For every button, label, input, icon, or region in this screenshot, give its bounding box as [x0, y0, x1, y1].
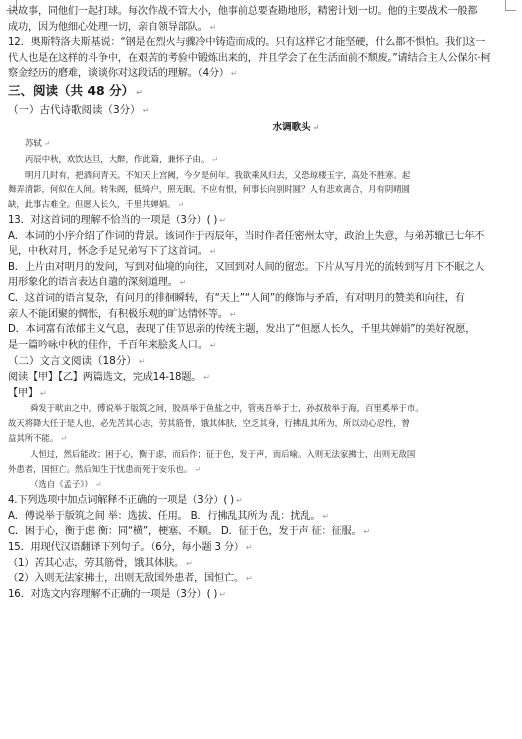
document-page — [8, 4, 514, 602]
option-b: B．上片由对明月的发问，写到对仙境的向往，又回到对人间的留恋。下片从写月光的流转到写月下不眠之人 — [8, 261, 485, 273]
paragraph-mark-icon: ↵ — [245, 543, 253, 553]
option-c: C．这首词的语言复杂，有问月的徘徊瞬转，有“天上”“人间”的修饰与矛盾，有对明月的赞美和向往，有 — [8, 292, 465, 304]
paragraph-mark-icon: ↵ — [229, 309, 237, 319]
text-line: 代人也是在这样的斗争中，在艰苦的考验中锻炼出来的，并且学会了在生活面前不颓废。”请结合主人公保尔·柯 — [8, 52, 491, 64]
paragraph-mark-icon: ↵ — [312, 121, 320, 132]
paragraph-mark-icon: ↵ — [203, 373, 210, 383]
question-14: 4.下列选项中加点词解释不正确的一项是（3分）( ) ↵ — [8, 495, 243, 507]
paragraph-mark-icon: ↵ — [136, 87, 143, 97]
paragraph-mark-icon: ↵ — [60, 434, 67, 444]
passage-source: （选自《孟子》） ↵ — [30, 479, 102, 490]
paragraph-mark-icon: ↵ — [194, 464, 201, 474]
question-15-item: （2）入则无法家拂士，出则无敌国外患者，国恒亡。 ↵ — [8, 573, 253, 585]
passage-label-jia: 【甲】 ↵ — [8, 387, 47, 399]
options-ab: A．傅说举于版筑之间 举：选拔、任用。 B．行拂乱其所为 乱：扰乱。 ↵ — [8, 510, 329, 522]
passage-line: 益其所不能。 ↵ — [8, 433, 67, 444]
paragraph-mark-icon: ↵ — [209, 22, 217, 32]
paragraph-mark-icon: ↵ — [219, 215, 226, 225]
option-b-cont: 用形象化的语言表达自遣的深刻道理。 ↵ — [8, 277, 187, 289]
paragraph-mark-icon: ↵ — [235, 496, 243, 506]
passage-line: 外患者，国恒亡。然后知生于忧患而死于安乐也。 ↵ — [8, 463, 201, 474]
option-c-cont: 亲人不能团聚的惆怅，有积极乐观的旷达情怀等。 ↵ — [8, 308, 237, 320]
paragraph-mark-icon: ↵ — [322, 511, 329, 521]
option-a: A．本词的小序介绍了作词的背景。该词作于丙辰年，当时作者任密州太守，政治上失意，与弟苏辙已七年不 — [8, 230, 485, 242]
section-heading: 三、阅读（共 48 分） ↵ — [8, 82, 143, 98]
poem-title: 水调歌头 ↵ — [272, 121, 320, 133]
question-16: 16．对选文内容理解不正确的一项是（3分）( ) ↵ — [8, 588, 226, 600]
poem-author: 苏轼 ↵ — [25, 137, 51, 148]
passage-line: 人恒过，然后能改；困于心，衡于虑，而后作；征于色，发于声，而后喻。入则无法家拂士，出则无敌国 — [30, 448, 416, 459]
option-d-cont: 是一篇吟咏中秋的佳作，千百年来脍炙人口。 ↵ — [8, 339, 217, 351]
paragraph-mark-icon: ↵ — [177, 200, 185, 210]
paragraph-mark-icon: ↵ — [142, 105, 150, 115]
option-d: D．本词富有浓郁主义气息，表现了佳节思亲的传统主题，发出了“但愿人长久，千里共婵娟”的美好祝愿， — [8, 324, 476, 336]
subsection-heading: （一）古代诗歌阅读（3分） ↵ — [8, 103, 150, 116]
question-15: 15．用现代汉语翻译下列句子。（6分，每小题 3 分） ↵ — [8, 542, 253, 554]
paragraph-mark-icon: ↵ — [209, 340, 217, 350]
poem-line: 明月几时有，把酒问青天。不知天上宫阙，今夕是何年。我欲乘风归去，又恐琼楼玉宇，高处不胜寒。起 — [25, 169, 411, 180]
paragraph-mark-icon: ↵ — [219, 589, 226, 599]
paragraph-mark-icon: ↵ — [363, 527, 370, 537]
question-15-item: （1）苦其心志，劳其筋骨，饿其体肤。 ↵ — [8, 557, 193, 569]
poem-line: 舞弄清影，何似在人间。转朱阁，低绮户，照无眠。不应有恨，何事长向别时圆？人有悲欢离合，月有阴晴圆 — [8, 184, 410, 195]
paragraph-mark-icon: ↵ — [138, 357, 146, 367]
reading-instruction: 阅读【甲】【乙】两篇选文，完成14-18题。 ↵ — [8, 372, 210, 384]
paragraph-mark-icon: ↵ — [209, 247, 217, 257]
passage-line: 故天将降大任于是人也，必先苦其心志，劳其筋骨，饿其体肤，空乏其身，行拂乱其所为，所以动心忍性，曾 — [8, 418, 410, 429]
question-13: 13．对这首词的理解不恰当的一项是（3分）( ) ↵ — [8, 214, 226, 226]
paragraph-mark-icon: ↵ — [43, 138, 51, 148]
paragraph-mark-icon: ↵ — [179, 278, 187, 288]
text-line: 诀故事，同他们一起打球。每次作战不管大小，他事前总要查勘地形，精密计划一切。他的主要战术一般都 — [8, 6, 478, 17]
text-line: 察金经历的磨难，谈谈你对这段话的理解。（4分） ↵ — [8, 68, 238, 80]
paragraph-mark-icon: ↵ — [246, 574, 253, 584]
poem-preface: 丙辰中秋，欢饮达旦，大醉，作此篇，兼怀子由。 ↵ — [25, 153, 218, 164]
option-a-cont: 见，中秋对月，怀念手足兄弟写下了这首词。 ↵ — [8, 246, 217, 258]
poem-line: 缺，此事古难全。但愿人长久，千里共婵娟。 ↵ — [8, 199, 185, 210]
paragraph-mark-icon: ↵ — [230, 69, 238, 79]
question-12: 12．奥斯特洛夫斯基说：“钢是在烈火与骤冷中铸造而成的。只有这样它才能坚硬，什么都不惧怕。我们这一 — [8, 37, 486, 49]
passage-line: 舜发于畎亩之中，傅说举于版筑之间，胶鬲举于鱼盐之中，管夷吾举于士，孙叔敖举于海，百里奚举于市。 — [30, 403, 424, 414]
options-cd: C．困于心，衡于虑 衡：同“横”，梗塞、不顺。 D．征于色，发于声 征：征服。 ↵ — [8, 526, 370, 538]
subsection-heading: （二）文言文阅读（18分） ↵ — [8, 355, 146, 368]
paragraph-mark-icon: ↵ — [186, 558, 193, 568]
paragraph-mark-icon: ↵ — [211, 154, 218, 164]
text-line: 成功，因为他细心处理一切，亲自领导部队。 ↵ — [8, 21, 217, 33]
paragraph-mark-icon: ↵ — [94, 480, 102, 490]
paragraph-mark-icon: ↵ — [39, 388, 47, 398]
